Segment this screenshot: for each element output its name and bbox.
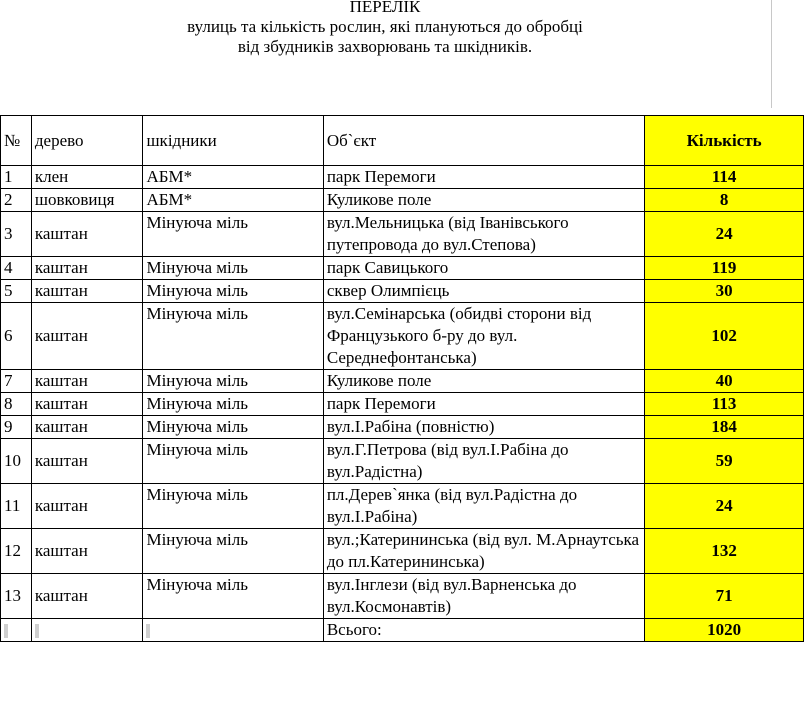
row-tree: шовковиця bbox=[31, 189, 143, 212]
table-row bbox=[1, 303, 804, 370]
table-row bbox=[1, 166, 804, 189]
row-pest: Мінуюча міль bbox=[143, 574, 323, 619]
row-pest: Мінуюча міль bbox=[143, 529, 323, 574]
row-quantity: 102 bbox=[645, 303, 804, 370]
row-object: вул.Семінарська (обидві сторони від Французького б-ру до вул. Середнефонтанська) bbox=[323, 303, 644, 370]
row-num: 5 bbox=[1, 280, 32, 303]
row-pest: Мінуюча міль bbox=[143, 484, 323, 529]
empty-cell-mark bbox=[4, 624, 8, 638]
total-pest-cell bbox=[143, 619, 323, 642]
row-pest: Мінуюча міль bbox=[143, 280, 323, 303]
total-num-cell bbox=[1, 619, 32, 642]
header-row bbox=[1, 116, 804, 166]
row-num: 8 bbox=[1, 393, 32, 416]
empty-cell-mark bbox=[35, 624, 39, 638]
row-object: вул.Інглези (від вул.Варненська до вул.Космонавтів) bbox=[323, 574, 644, 619]
row-num: 12 bbox=[1, 529, 32, 574]
row-quantity: 132 bbox=[645, 529, 804, 574]
row-quantity: 40 bbox=[645, 370, 804, 393]
row-object: вул.Мельницька (від Іванівського путепровода до вул.Степова) bbox=[323, 212, 644, 257]
row-pest: АБМ* bbox=[143, 166, 323, 189]
row-pest: Мінуюча міль bbox=[143, 393, 323, 416]
table-row bbox=[1, 416, 804, 439]
row-object: вул.;Катерининська (від вул. М.Арнаутська до пл.Катерининська) bbox=[323, 529, 644, 574]
table-row bbox=[1, 484, 804, 529]
row-tree: каштан bbox=[31, 393, 143, 416]
table-row bbox=[1, 439, 804, 484]
total-tree-cell bbox=[31, 619, 143, 642]
table-row bbox=[1, 189, 804, 212]
total-label: Всього: bbox=[323, 619, 644, 642]
row-pest: АБМ* bbox=[143, 189, 323, 212]
row-object: вул.Г.Петрова (від вул.І.Рабіна до вул.Радістна) bbox=[323, 439, 644, 484]
row-pest: Мінуюча міль bbox=[143, 416, 323, 439]
title-line-1: вулиць та кількість рослин, які плануються до обробці bbox=[187, 17, 583, 36]
row-tree: каштан bbox=[31, 257, 143, 280]
title-line-2: від збудників захворювань та шкідників. bbox=[237, 37, 533, 56]
row-object: Куликове поле bbox=[323, 370, 644, 393]
row-quantity: 30 bbox=[645, 280, 804, 303]
header-object: Об`єкт bbox=[323, 116, 644, 166]
table-row bbox=[1, 574, 804, 619]
row-quantity: 113 bbox=[645, 393, 804, 416]
header-quantity: Кількість bbox=[645, 116, 804, 166]
row-pest: Мінуюча міль bbox=[143, 257, 323, 280]
row-tree: каштан bbox=[31, 484, 143, 529]
row-pest: Мінуюча міль bbox=[143, 303, 323, 370]
row-num: 4 bbox=[1, 257, 32, 280]
row-tree: каштан bbox=[31, 370, 143, 393]
row-tree: каштан bbox=[31, 280, 143, 303]
table-row bbox=[1, 280, 804, 303]
row-tree: клен bbox=[31, 166, 143, 189]
row-tree: каштан bbox=[31, 303, 143, 370]
plants-table bbox=[0, 115, 804, 642]
document-title bbox=[0, 0, 770, 57]
row-object: парк Перемоги bbox=[323, 166, 644, 189]
row-pest: Мінуюча міль bbox=[143, 212, 323, 257]
row-num: 1 bbox=[1, 166, 32, 189]
header-pest: шкідники bbox=[143, 116, 323, 166]
row-quantity: 24 bbox=[645, 484, 804, 529]
page-edge-line bbox=[771, 0, 772, 108]
row-object: вул.І.Рабіна (повністю) bbox=[323, 416, 644, 439]
row-quantity: 119 bbox=[645, 257, 804, 280]
table-row bbox=[1, 370, 804, 393]
data-rows bbox=[1, 166, 804, 619]
row-object: парк Савицького bbox=[323, 257, 644, 280]
row-tree: каштан bbox=[31, 529, 143, 574]
total-quantity: 1020 bbox=[645, 619, 804, 642]
header-num: № bbox=[1, 116, 32, 166]
row-object: сквер Олимпієць bbox=[323, 280, 644, 303]
title-heading: ПЕРЕЛІК bbox=[349, 0, 421, 16]
row-quantity: 24 bbox=[645, 212, 804, 257]
row-quantity: 184 bbox=[645, 416, 804, 439]
row-object: парк Перемоги bbox=[323, 393, 644, 416]
row-tree: каштан bbox=[31, 416, 143, 439]
header-tree: дерево bbox=[31, 116, 143, 166]
row-num: 3 bbox=[1, 212, 32, 257]
row-num: 9 bbox=[1, 416, 32, 439]
row-tree: каштан bbox=[31, 212, 143, 257]
row-pest: Мінуюча міль bbox=[143, 439, 323, 484]
row-object: Куликове поле bbox=[323, 189, 644, 212]
row-num: 11 bbox=[1, 484, 32, 529]
table-row bbox=[1, 393, 804, 416]
row-pest: Мінуюча міль bbox=[143, 370, 323, 393]
table-row bbox=[1, 529, 804, 574]
row-num: 6 bbox=[1, 303, 32, 370]
row-num: 13 bbox=[1, 574, 32, 619]
row-quantity: 71 bbox=[645, 574, 804, 619]
row-quantity: 59 bbox=[645, 439, 804, 484]
row-tree: каштан bbox=[31, 574, 143, 619]
row-num: 10 bbox=[1, 439, 32, 484]
row-num: 7 bbox=[1, 370, 32, 393]
table-body bbox=[1, 116, 804, 166]
empty-cell-mark bbox=[146, 624, 150, 638]
total-section bbox=[1, 619, 804, 642]
table-row bbox=[1, 257, 804, 280]
row-quantity: 8 bbox=[645, 189, 804, 212]
table-row bbox=[1, 212, 804, 257]
row-num: 2 bbox=[1, 189, 32, 212]
total-row bbox=[1, 619, 804, 642]
row-object: пл.Дерев`янка (від вул.Радістна до вул.І.Рабіна) bbox=[323, 484, 644, 529]
row-quantity: 114 bbox=[645, 166, 804, 189]
row-tree: каштан bbox=[31, 439, 143, 484]
